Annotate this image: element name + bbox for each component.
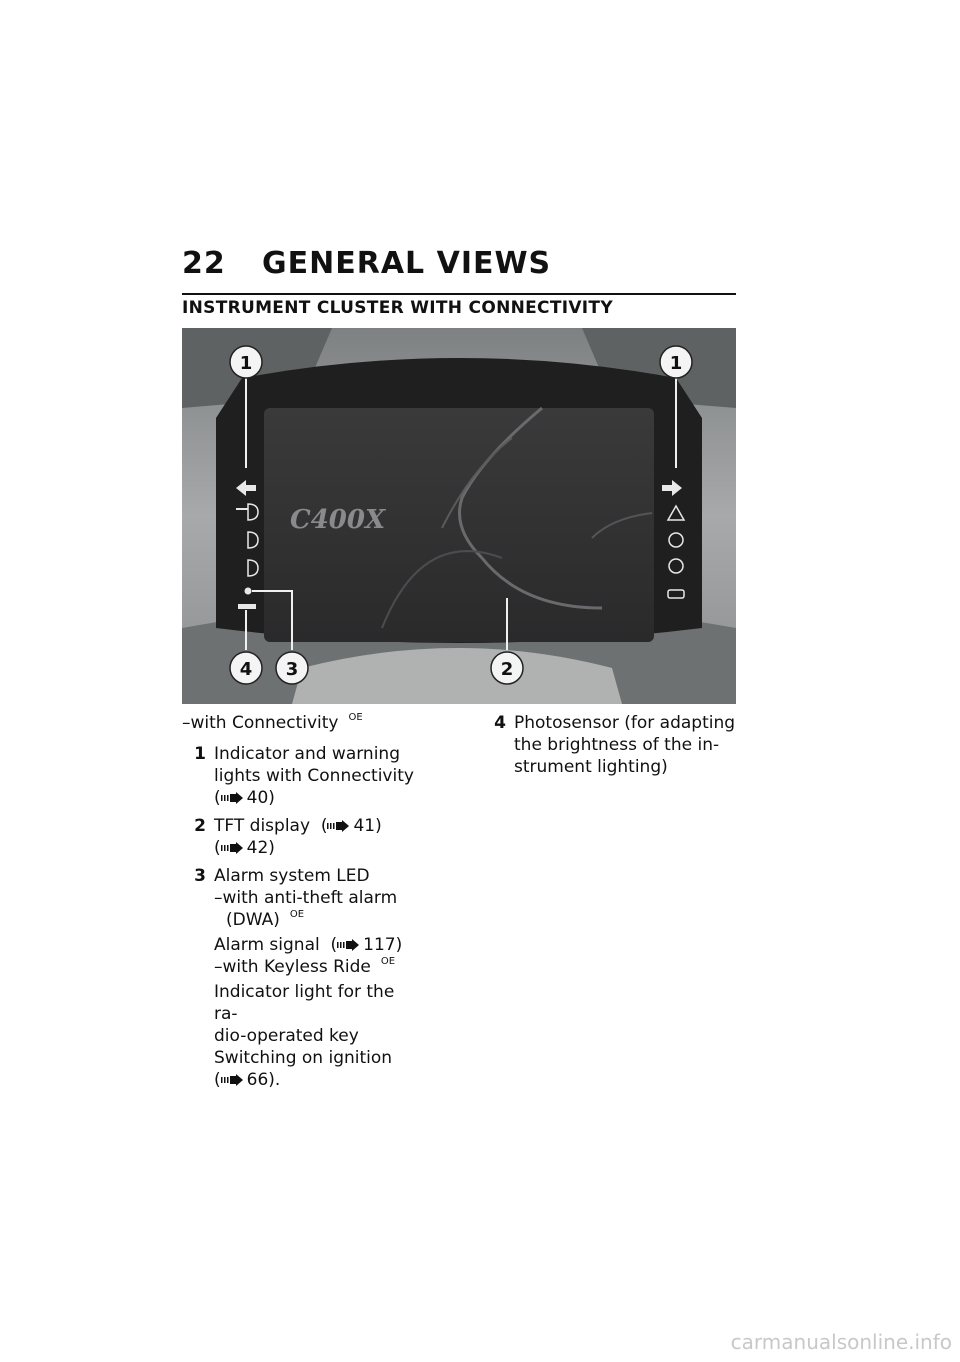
reference-arrow-icon xyxy=(327,820,349,832)
callout-4-label: 4 xyxy=(239,659,253,680)
header-rule xyxy=(182,293,736,295)
chapter-title: GENERAL VIEWS xyxy=(262,246,552,281)
alarm-led-dot xyxy=(245,588,252,595)
page-ref-number: 42) xyxy=(246,838,275,858)
page-ref-number: 40) xyxy=(246,788,275,808)
callout-1-right-label: 1 xyxy=(669,353,683,374)
item-number: 2 xyxy=(194,816,206,836)
item-text: Indicator light for the ra- xyxy=(214,982,395,1024)
lowbeam-icon-lines xyxy=(236,508,248,510)
reference-arrow-icon xyxy=(337,939,359,951)
page-reference[interactable]: ( 42) xyxy=(214,838,275,858)
item-text: TFT display xyxy=(214,816,311,836)
page-ref-number: 117) xyxy=(363,935,403,955)
logo-c400x: C400X xyxy=(290,505,386,535)
page-ref-number: 41) xyxy=(353,816,382,836)
item-number: 3 xyxy=(194,866,206,886)
instrument-cluster-photo xyxy=(182,328,736,704)
item-text: dio-operated key xyxy=(214,1026,359,1046)
reference-arrow-icon xyxy=(221,842,243,854)
callout-2-label: 2 xyxy=(500,659,514,680)
callout-3-label: 3 xyxy=(285,659,299,680)
item-text: the brightness of the in- xyxy=(514,735,720,755)
item-text: Indicator and warning xyxy=(214,744,400,764)
watermark: carmanualsonline.info xyxy=(730,1330,952,1354)
dwa-abbrev: (DWA) xyxy=(226,910,280,930)
oe-mark: OE xyxy=(289,909,305,920)
legend-left-column xyxy=(182,712,422,1091)
page-reference[interactable]: ( 40) xyxy=(214,788,275,808)
item-text: Switching on ignition xyxy=(214,1048,393,1068)
callout-1-left-label: 1 xyxy=(239,353,253,374)
reference-arrow-icon xyxy=(221,792,243,804)
legend-item-4 xyxy=(482,712,738,778)
item-text: Alarm system LED xyxy=(214,866,370,886)
oe-mark: OE xyxy=(348,712,363,723)
connectivity-condition xyxy=(182,712,422,737)
dwa-condition: –with anti-theft alarm xyxy=(214,888,398,908)
item-number: 1 xyxy=(194,744,206,764)
page-header xyxy=(182,246,551,281)
item-text: Photosensor (for adapting xyxy=(514,713,736,733)
keyless-condition: –with Keyless Ride xyxy=(214,957,371,977)
oe-mark: OE xyxy=(380,956,396,967)
legend-right-column xyxy=(482,712,738,778)
photosensor-bar xyxy=(238,604,256,609)
legend-item-3 xyxy=(182,865,422,1091)
item-number: 4 xyxy=(494,713,506,733)
page-reference[interactable]: ( 41) xyxy=(320,816,382,836)
page-reference[interactable]: ( 66). xyxy=(214,1070,281,1090)
page-number: 22 xyxy=(182,246,226,281)
item-text: lights with Connectivity xyxy=(214,766,414,786)
legend-item-2 xyxy=(182,815,422,859)
item-text: Alarm signal xyxy=(214,935,320,955)
condition-text: –with Connectivity xyxy=(182,713,339,733)
reference-arrow-icon xyxy=(221,1074,243,1086)
section-title: INSTRUMENT CLUSTER WITH CONNECTIVITY xyxy=(182,298,613,318)
page-reference[interactable]: ( 117) xyxy=(330,935,403,955)
page-ref-number: 66). xyxy=(246,1070,281,1090)
item-text: strument lighting) xyxy=(514,757,668,777)
legend-item-1 xyxy=(182,743,422,809)
